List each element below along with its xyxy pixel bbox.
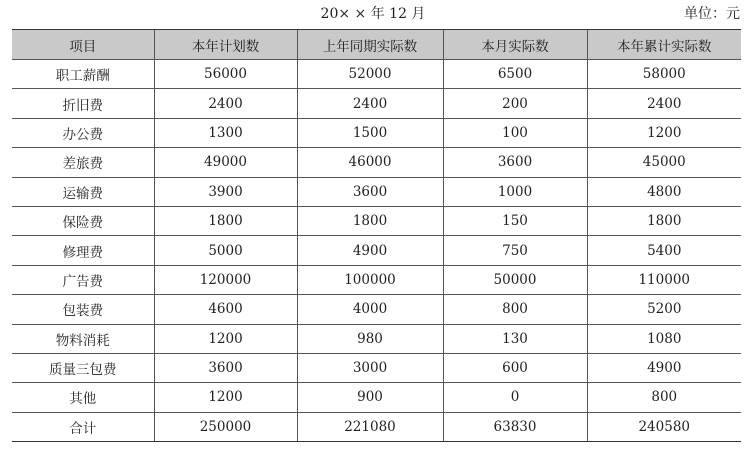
table-row [12, 89, 741, 118]
row-label: 包装费 [12, 295, 154, 324]
table-cell: 49000 [154, 148, 297, 177]
table-cell: 1300 [154, 118, 297, 147]
table-cell: 4000 [297, 295, 443, 324]
table-row [12, 236, 741, 265]
table-cell: 52000 [297, 60, 443, 89]
table-cell: 45000 [587, 148, 741, 177]
table-row [12, 206, 741, 235]
table-cell: 3000 [297, 353, 443, 382]
table-cell: 130 [443, 324, 587, 353]
table-row [12, 353, 741, 382]
table-row [12, 118, 741, 147]
table-cell: 120000 [154, 265, 297, 294]
table-cell: 100 [443, 118, 587, 147]
row-label: 职工薪酬 [12, 60, 154, 89]
currency-unit: 单位：元 [684, 6, 740, 22]
row-label: 办公费 [12, 118, 154, 147]
table-cell: 4900 [297, 236, 443, 265]
table-cell: 1800 [154, 206, 297, 235]
column-header-annual-plan: 本年计划数 [154, 30, 297, 60]
row-label: 运输费 [12, 177, 154, 206]
table-cell: 5400 [587, 236, 741, 265]
table-row [12, 324, 741, 353]
table-cell: 3600 [297, 177, 443, 206]
report-header [0, 0, 746, 26]
table-cell: 50000 [443, 265, 587, 294]
table-cell: 2400 [587, 89, 741, 118]
table-cell: 980 [297, 324, 443, 353]
table-cell: 100000 [297, 265, 443, 294]
table-cell: 5000 [154, 236, 297, 265]
total-row [12, 412, 741, 441]
table-cell: 1200 [154, 324, 297, 353]
table-cell: 1500 [297, 118, 443, 147]
table-cell: 1800 [587, 206, 741, 235]
table-cell: 6500 [443, 60, 587, 89]
table-cell: 46000 [297, 148, 443, 177]
row-label: 折旧费 [12, 89, 154, 118]
table-cell: 0 [443, 383, 587, 412]
table-row [12, 177, 741, 206]
total-cell: 63830 [443, 412, 587, 441]
expense-table [12, 29, 741, 442]
table-cell: 4900 [587, 353, 741, 382]
column-header-item: 项目 [12, 30, 154, 60]
total-cell: 250000 [154, 412, 297, 441]
table-cell: 5200 [587, 295, 741, 324]
table-row [12, 383, 741, 412]
row-label: 物料消耗 [12, 324, 154, 353]
row-label: 修理费 [12, 236, 154, 265]
total-label: 合计 [12, 412, 154, 441]
table-cell: 1200 [587, 118, 741, 147]
table-cell: 600 [443, 353, 587, 382]
table-cell: 56000 [154, 60, 297, 89]
table-cell: 900 [297, 383, 443, 412]
table-row [12, 295, 741, 324]
table-cell: 3600 [443, 148, 587, 177]
table-cell: 150 [443, 206, 587, 235]
table-cell: 800 [587, 383, 741, 412]
column-header-last-year-actual: 上年同期实际数 [297, 30, 443, 60]
table-row [12, 265, 741, 294]
table-cell: 4800 [587, 177, 741, 206]
table-cell: 200 [443, 89, 587, 118]
row-label: 广告费 [12, 265, 154, 294]
table-cell: 3600 [154, 353, 297, 382]
table-cell: 1080 [587, 324, 741, 353]
row-label: 保险费 [12, 206, 154, 235]
table-cell: 750 [443, 236, 587, 265]
column-header-ytd-actual: 本年累计实际数 [587, 30, 741, 60]
table-cell: 4600 [154, 295, 297, 324]
table-cell: 800 [443, 295, 587, 324]
table-cell: 1000 [443, 177, 587, 206]
table-row [12, 148, 741, 177]
table-cell: 1200 [154, 383, 297, 412]
column-header-month-actual: 本月实际数 [443, 30, 587, 60]
table-row [12, 60, 741, 89]
row-label: 差旅费 [12, 148, 154, 177]
table-cell: 110000 [587, 265, 741, 294]
table-cell: 1800 [297, 206, 443, 235]
table-cell: 3900 [154, 177, 297, 206]
table-header-row [12, 30, 741, 60]
report-date: 20× × 年 12 月 [320, 6, 426, 22]
table-cell: 58000 [587, 60, 741, 89]
table-cell: 2400 [297, 89, 443, 118]
total-cell: 240580 [587, 412, 741, 441]
table-cell: 2400 [154, 89, 297, 118]
row-label: 质量三包费 [12, 353, 154, 382]
total-cell: 221080 [297, 412, 443, 441]
row-label: 其他 [12, 383, 154, 412]
